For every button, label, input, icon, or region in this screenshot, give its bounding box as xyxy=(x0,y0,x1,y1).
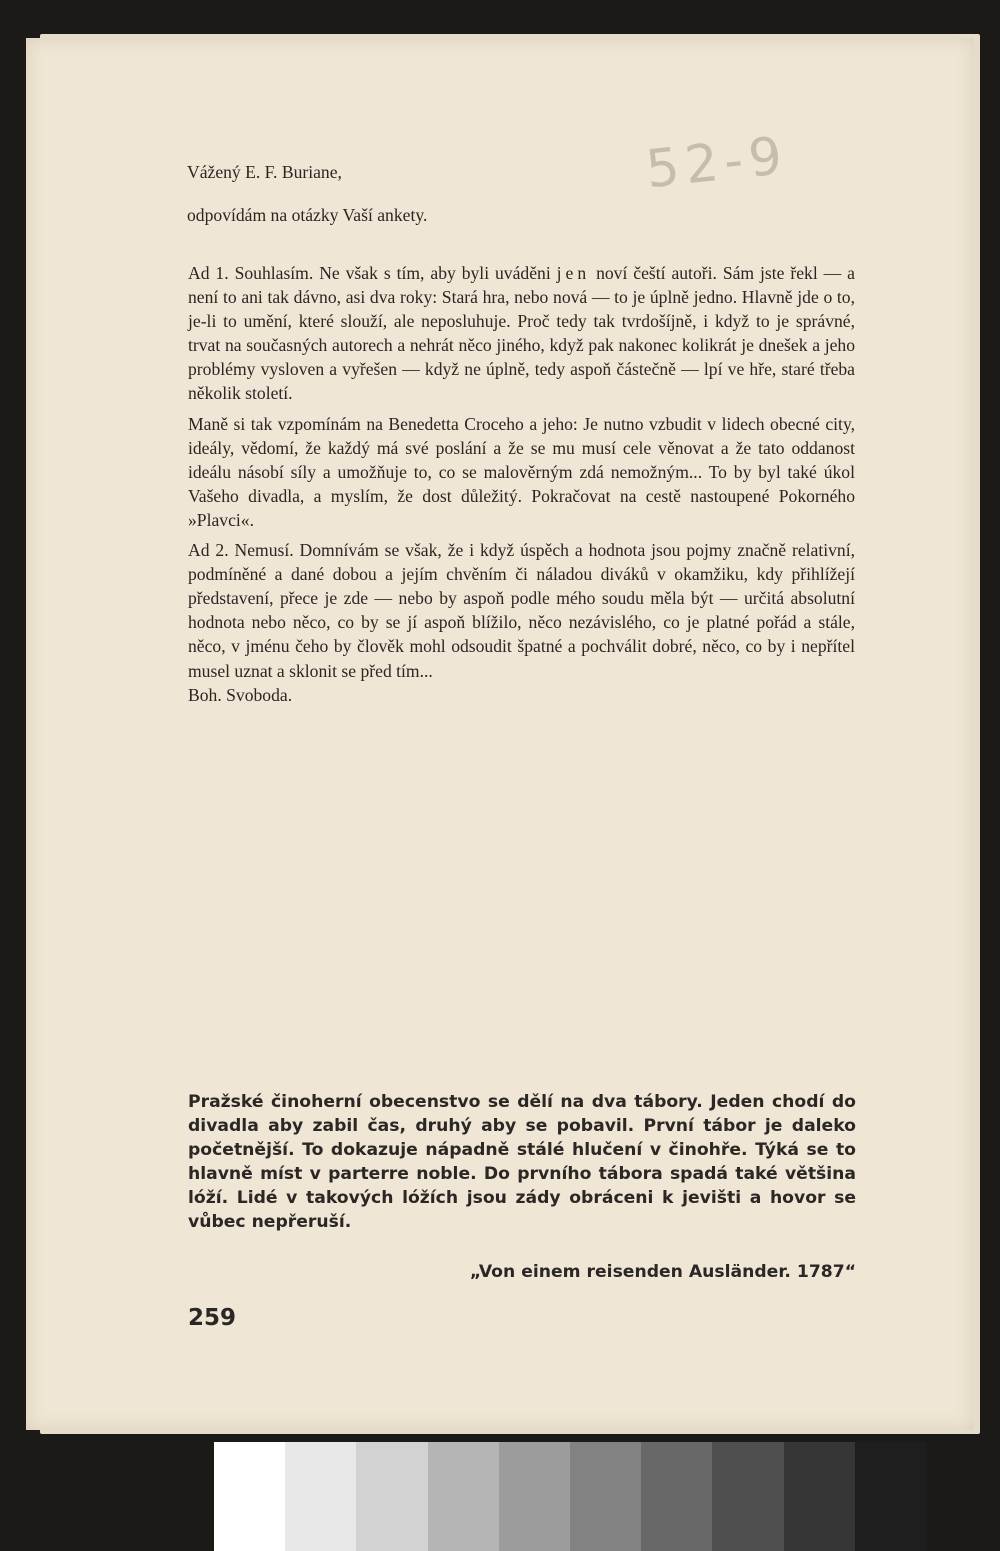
page-number: 259 xyxy=(188,1305,237,1331)
intro-line: odpovídám na otázky Vaší ankety. xyxy=(187,205,428,225)
pencil-annotation: 52-9 xyxy=(643,125,791,201)
color-swatch xyxy=(784,1442,856,1551)
answer-1-text-after: noví čeští autoři. Sám jste řekl — a není to ani tak dávno, asi dva roky: Stará hra, nebo nová — to je úplně jedno. Hlavně jde o to, je-li to umění, které slouží, ale neposluhuje. Proč tedy tak tvrdošíjně, i když to je správné, trvat na současných autorech a nehrát něco jiného, když pak nakonec kolikrát je dnešek a jeho problémy vysloven a vyřešen — když ne úplně, tedy aspoň částečně — lpí ve hře, staré třeba několik století. xyxy=(188,263,855,404)
answer-1-text-before: Souhlasím. Ne však s tím, aby byli uváděni xyxy=(234,263,551,283)
quote-source: „Von einem reisenden Ausländer. 1787“ xyxy=(469,1262,856,1282)
answer-2-label: Ad 2. xyxy=(188,540,229,561)
color-swatch xyxy=(428,1442,500,1551)
historical-quote: Pražské činoherní obecenstvo se dělí na dva tábory. Jeden chodí do divadla aby zabil čas, druhý aby se pobavil. První tábor je daleko početnější. To dokazuje nápadně stálé hlučení v činohře. Týká se to hlavně míst v parterre noble. Do prvního tábora spadá také většina lóží. Lidé v takových lóžích jsou zády obráceni k jevišti a hovor se vůbec nepřeruší. xyxy=(188,1092,856,1232)
color-calibration-card xyxy=(214,1442,926,1551)
answer-2-paragraph xyxy=(188,538,855,683)
color-swatch xyxy=(285,1442,357,1551)
color-swatch xyxy=(570,1442,642,1551)
salutation: Vážený E. F. Buriane, xyxy=(187,162,342,182)
answer-1-emphasis: jen xyxy=(556,263,591,283)
color-swatch xyxy=(712,1442,784,1551)
color-swatch xyxy=(214,1442,286,1551)
answer-2-text: Nemusí. Domnívám se však, že i když úspěch a hodnota jsou pojmy značně relativní, podmíněné a dané dobou a jejím chvěním či náladou diváků v okamžiku, kdy přihlížejí představení, přece je zde — nebo by aspoň podle mého soudu měla být — určitá absolutní hodnota nebo něco, co by se jí aspoň blížilo, něco nezávislého, co je platné pořád a stále, něco, v jménu čeho by člověk mohl odsoudit špatné a pochválit dobré, něco, co by i nepřítel musel uznat a sklonit se před tím... xyxy=(188,540,855,681)
signature: Boh. Svoboda. xyxy=(188,684,293,705)
answer-1-label: Ad 1. xyxy=(188,263,229,283)
color-swatch xyxy=(356,1442,428,1551)
color-swatch xyxy=(641,1442,713,1551)
croce-paragraph: Maně si tak vzpomínám na Benedetta Croceho a jeho: Je nutno vzbudit v lidech obecné city, ideály, vědomí, že každý má své poslání a že se mu musí cele věnovat a že tato oddanost ideálu násobí síly a umožňuje to, co se malověrným zdá nemožným... To by byl také úkol Vašeho divadla, a myslím, že dost důležitý. Pokračovat na cestě nastoupené Pokorného »Plavci«. xyxy=(188,413,855,530)
answers-block xyxy=(188,261,855,707)
color-swatch xyxy=(499,1442,571,1551)
color-swatch xyxy=(855,1442,926,1551)
answer-1-paragraph xyxy=(188,261,855,406)
